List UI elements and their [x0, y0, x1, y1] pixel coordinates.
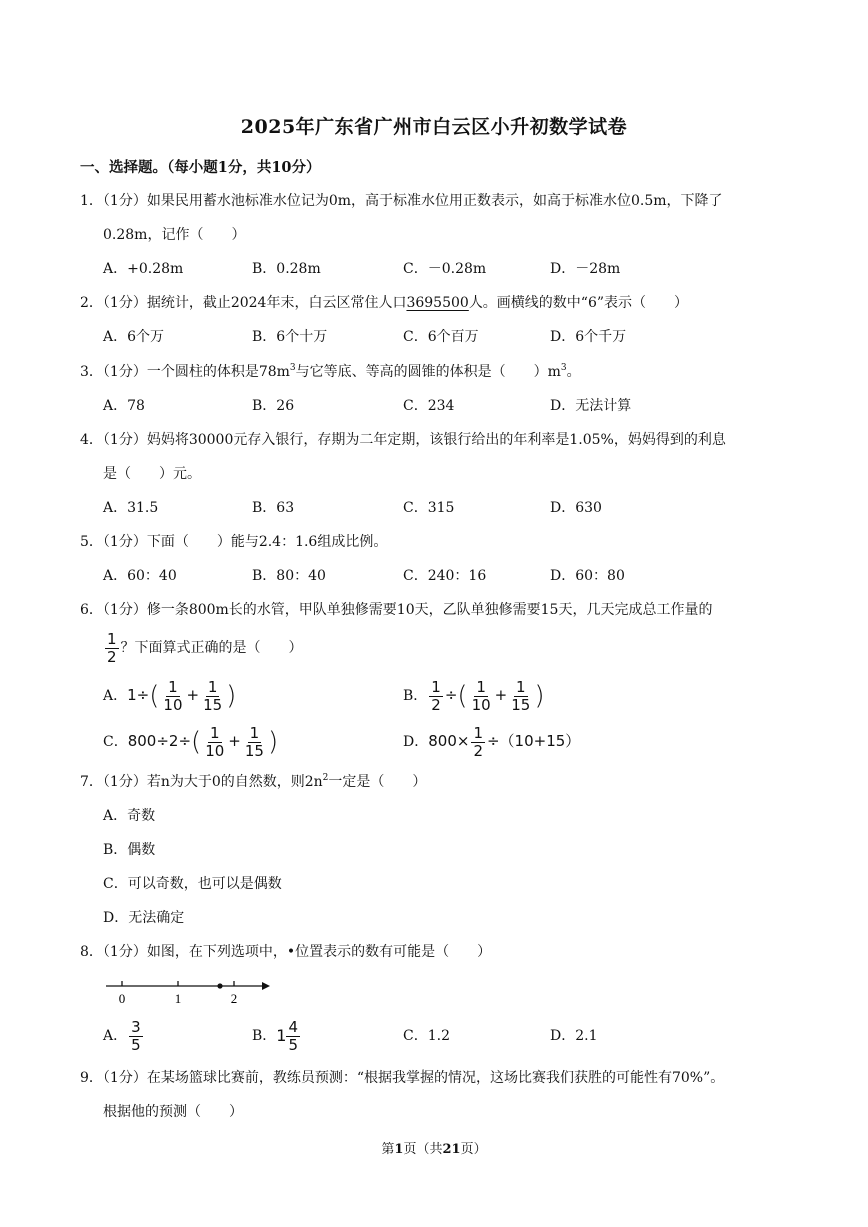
tick-label-2: 2: [230, 991, 238, 1006]
q2-underlined-number: 3695500: [406, 295, 469, 311]
question-6-text-cont: [103, 630, 303, 666]
q7-option-b: B．偶数: [103, 842, 156, 858]
question-8-text: 8．（1分）如图，在下列选项中，•位置表示的数有可能是（ ）: [80, 944, 492, 960]
q2-post: 人。画横线的数中“6”表示（ ）: [468, 295, 689, 311]
q3-post: 。: [566, 364, 581, 380]
page-footer: 第1页（共21页）: [381, 1142, 487, 1157]
current-page-number: 1: [394, 1142, 404, 1157]
number-line-figure: [104, 978, 274, 1008]
number-line-arrow-icon: [262, 982, 270, 990]
q5-option-b: B．80：40: [252, 568, 326, 584]
q1-option-b: B．0.28m: [252, 261, 321, 277]
q5-option-d: D．60：80: [550, 568, 625, 584]
q8-option-a: A． $\frac{3}{5}$: [103, 1017, 141, 1054]
q5-option-a: A．60：40: [103, 568, 177, 584]
question-1-text: 1．（1分）如果民用蓄水池标准水位记为0m，高于标准水位用正数表示，如高于标准水位0.5m，下降了: [80, 193, 723, 209]
question-4-text-cont: 是（ ）元。: [103, 466, 201, 482]
tick-label-1: 1: [174, 991, 182, 1006]
q8-option-d: D．2.1: [550, 1028, 598, 1044]
q3-option-d: D．无法计算: [550, 398, 632, 414]
question-7-text: 7．（1分）若n为大于0的自然数，则$2n^2$一定是（ ）: [80, 773, 427, 790]
q1-option-a: A．+0.28m: [103, 261, 184, 277]
q3-option-b: B．26: [252, 398, 295, 414]
page-title: 2025年广东省广州市白云区小升初数学试卷: [240, 116, 628, 138]
question-9-text-cont: 根据他的预测（ ）: [103, 1104, 243, 1120]
q8-option-c: C．1.2: [403, 1028, 450, 1044]
question-6-text: 6．（1分）修一条800m长的水管，甲队单独修需要10天，乙队单独修需要15天，几天完成总工作量的: [80, 602, 713, 618]
q3-sup1: 3: [289, 363, 296, 373]
q5-option-c: C．240：16: [403, 568, 487, 584]
q7-option-d: D．无法确定: [103, 910, 185, 926]
q3-option-a: A．78: [103, 398, 145, 414]
q3-option-c: C．234: [403, 398, 455, 414]
q8-option-b: B． 1 $\frac{4}{5}$: [252, 1017, 299, 1054]
question-5-text: 5．（1分）下面（ ）能与2.4：1.6组成比例。: [80, 534, 388, 550]
q2-option-a: A．6个万: [103, 329, 165, 345]
q6-option-d: D．800× $\frac{1}{2}$ ÷（10+15）: [403, 723, 581, 760]
q2-pre: 2．（1分）据统计，截止2024年末，白云区常住人口: [80, 295, 407, 311]
q1-option-d: D．－28m: [550, 261, 621, 277]
tick-label-0: 0: [118, 991, 126, 1006]
section-heading: 一、选择题。（每小题1分，共10分）: [80, 159, 321, 176]
total-pages: 21: [442, 1142, 461, 1157]
q6-option-a: A．1÷( $\frac{1}{10}$ + $\frac{1}{15}$ ): [103, 677, 237, 714]
q3-pre: 3．（1分）一个圆柱的体积是78m: [80, 364, 290, 380]
q6-fraction-half: $\frac{1}{2}$: [107, 629, 117, 666]
q4-option-c: C．315: [403, 500, 455, 516]
question-4-text: 4．（1分）妈妈将30000元存入银行，存期为二年定期，该银行给出的年利率是1.05%，妈妈得到的利息: [80, 432, 726, 448]
q3-mid: 与它等底、等高的圆锥的体积是（ ）m: [295, 364, 561, 380]
q7-option-c: C．可以奇数，也可以是偶数: [103, 876, 282, 892]
q4-option-d: D．630: [550, 500, 602, 516]
q2-option-d: D．6个千万: [550, 329, 627, 345]
q2-option-b: B．6个十万: [252, 329, 328, 345]
q1-option-c: C．－0.28m: [403, 261, 487, 277]
q3-sup2: 3: [560, 363, 567, 373]
number-line-dot: [217, 983, 222, 988]
question-3-text: [80, 362, 581, 382]
q2-option-c: C．6个百万: [403, 329, 479, 345]
q7-option-a: A．奇数: [103, 808, 156, 824]
question-2-text: [80, 293, 688, 313]
q4-option-b: B．63: [252, 500, 295, 516]
q6-option-c: C．800÷2÷( $\frac{1}{10}$ + $\frac{1}{15}$ ): [103, 723, 279, 760]
q6-option-b: B． $\frac{1}{2}$ ÷( $\frac{1}{10}$ + $\frac{1}{15}$ ): [403, 677, 545, 714]
q6-line2: ？下面算式正确的是（ ）: [120, 640, 303, 656]
question-9-text: 9．（1分）在某场篮球比赛前，教练员预测：“根据我掌握的情况，这场比赛我们获胜的可能性有70%”。: [80, 1070, 725, 1086]
q4-option-a: A．31.5: [103, 500, 159, 516]
question-1-text-cont: 0.28m，记作（ ）: [103, 227, 246, 243]
